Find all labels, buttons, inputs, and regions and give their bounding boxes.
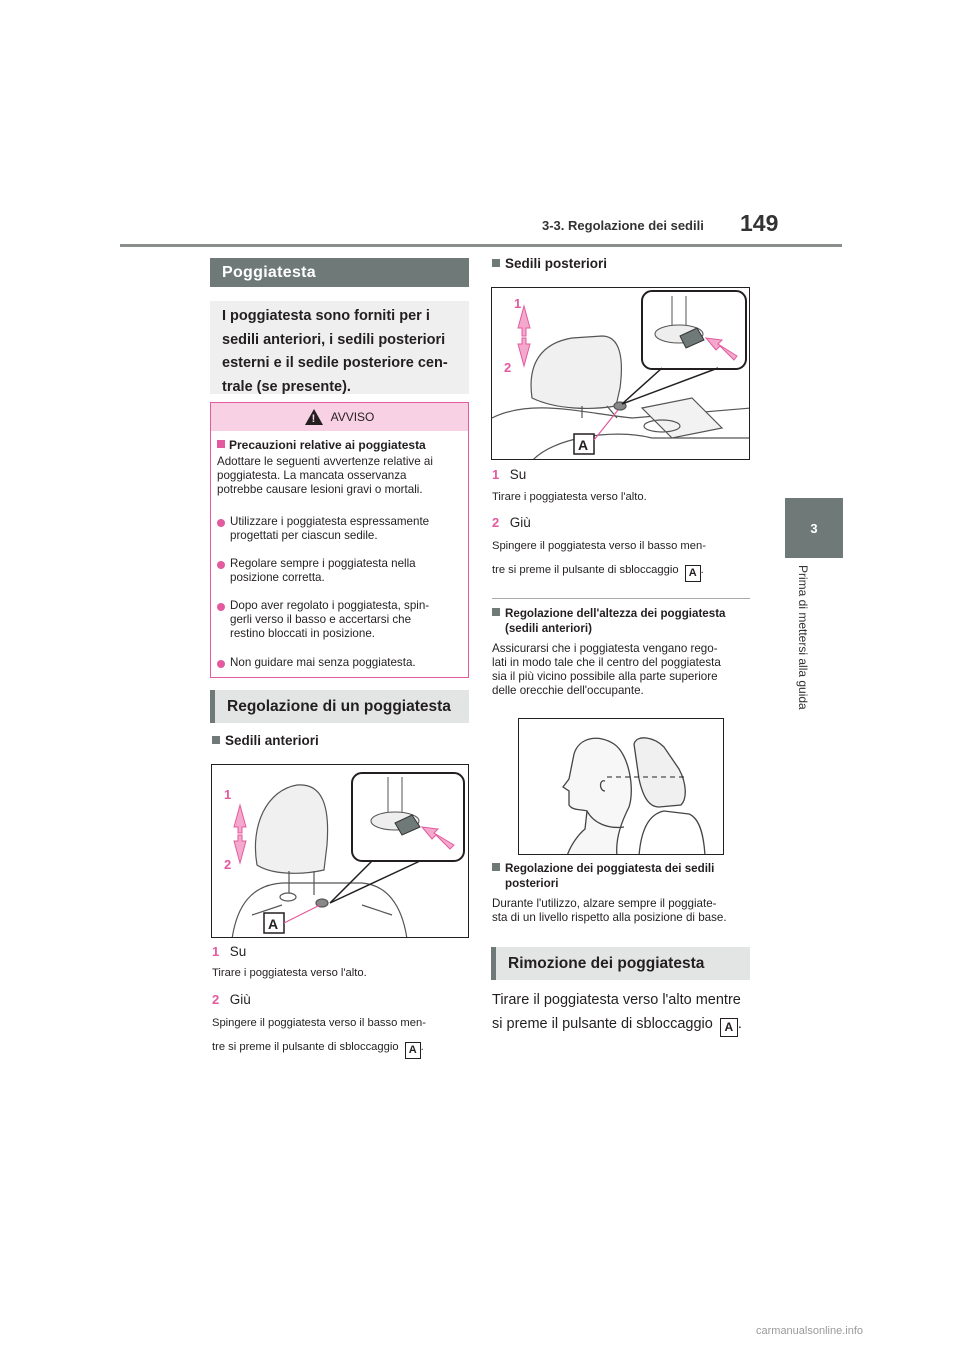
subheading-rear: Sedili posteriori	[492, 256, 607, 271]
rear-step-2-text: Spingere il poggiatesta verso il basso men-	[492, 540, 706, 552]
bullet-icon	[217, 603, 225, 611]
intro-line: sedili anteriori, i sedili posteriori	[222, 331, 446, 348]
rear-step-1: 1 Su	[492, 467, 527, 482]
chapter-tab[interactable]: 3	[785, 498, 843, 558]
warning-item: Regolare sempre i poggiatesta nella posizione corretta.	[230, 557, 416, 584]
bullet-icon	[217, 519, 225, 527]
warning-box	[210, 402, 469, 678]
chapter-title: Prima di mettersi alla guida	[796, 565, 810, 710]
square-bullet-icon	[212, 736, 220, 744]
arrow-down-icon	[518, 338, 530, 366]
key-a-badge: A	[405, 1042, 421, 1059]
height-front-heading: Regolazione dell'altezza dei poggiatesta (sedili anteriori)	[492, 606, 726, 636]
square-bullet-icon	[492, 863, 500, 871]
label-1: 1	[224, 787, 232, 802]
bullet-icon	[217, 660, 225, 668]
warning-item: Non guidare mai senza poggiatesta.	[230, 656, 416, 669]
intro-line: esterni e il sedile posteriore cen-	[222, 355, 448, 371]
header-rule	[120, 244, 842, 247]
bullet-icon	[217, 561, 225, 569]
front-step-1: 1 Su	[212, 944, 247, 959]
rear-step-2-text: tre si preme il pulsante di sbloccaggio A .	[492, 564, 704, 582]
warning-icon: !	[305, 409, 323, 425]
front-step-2-text: tre si preme il pulsante di sbloccaggio A .	[212, 1041, 424, 1059]
square-bullet-icon	[217, 440, 225, 448]
intro-line: I poggiatesta sono forniti per i	[222, 308, 430, 324]
intro-box	[210, 301, 469, 394]
figure-head-position	[518, 718, 724, 855]
warning-item: Utilizzare i poggiatesta espressamente progettati per ciascun sedile.	[230, 515, 430, 542]
height-rear-text: Durante l'utilizzo, alzare sempre il poggiate- sta di un livello rispetto alla posizione di base.	[492, 897, 727, 924]
warning-item: Dopo aver regolato i poggiatesta, spin- gerli verso il basso e accertarsi che restino bloccati in posizione.	[230, 599, 430, 640]
label-a: A	[268, 916, 279, 932]
arrow-down-icon	[234, 835, 246, 863]
front-step-2-text: Spingere il poggiatesta verso il basso men-	[212, 1017, 426, 1029]
label-2: 2	[224, 857, 232, 872]
label-a: A	[578, 437, 589, 453]
subheading-front: Sedili anteriori	[212, 733, 319, 748]
square-bullet-icon	[492, 259, 500, 267]
warning-text: Adottare le seguenti avvertenze relative ai poggiatesta. La mancata osservanza potrebbe causare lesioni gravi o mortali.	[217, 455, 433, 496]
label-2: 2	[504, 360, 512, 375]
height-front-text: Assicurarsi che i poggiatesta vengano rego- lati in modo tale che il centro del poggiatesta sia il più vicino possibile alla parte superiore delle orecchie dell'occupante.	[492, 642, 721, 697]
figure-front-headrest	[211, 764, 469, 938]
warning-label: AVVISO	[330, 410, 375, 424]
page-number: 149	[740, 210, 779, 236]
label-1: 1	[514, 296, 522, 311]
section-title: 3-3. Regolazione dei sedili	[542, 218, 704, 233]
rear-step-2: 2 Giù	[492, 515, 531, 530]
watermark: carmanualsonline.info	[756, 1325, 864, 1337]
front-step-2: 2 Giù	[212, 992, 251, 1007]
key-a-badge: A	[685, 565, 701, 582]
warning-header	[211, 403, 468, 431]
warning-heading: Precauzioni relative ai poggiatesta	[217, 438, 426, 452]
key-a-badge: A	[720, 1018, 738, 1037]
figure-rear-headrest	[491, 287, 750, 460]
section-heading-poggiatesta: Poggiatesta	[210, 258, 469, 287]
front-step-1-text: Tirare i poggiatesta verso l'alto.	[212, 967, 367, 979]
section-heading-regolazione: Regolazione di un poggiatesta	[210, 690, 469, 723]
rear-step-1-text: Tirare i poggiatesta verso l'alto.	[492, 491, 647, 503]
section-heading-rimozione: Rimozione dei poggiatesta	[491, 947, 750, 980]
square-bullet-icon	[492, 608, 500, 616]
arrow-up-icon	[234, 805, 246, 833]
height-rear-heading: Regolazione dei poggiatesta dei sedili posteriori	[492, 861, 714, 891]
removal-text: Tirare il poggiatesta verso l'alto mentre si preme il pulsante di sbloccaggio A .	[492, 988, 742, 1037]
intro-line: trale (se presente).	[222, 378, 351, 395]
divider	[492, 598, 750, 599]
